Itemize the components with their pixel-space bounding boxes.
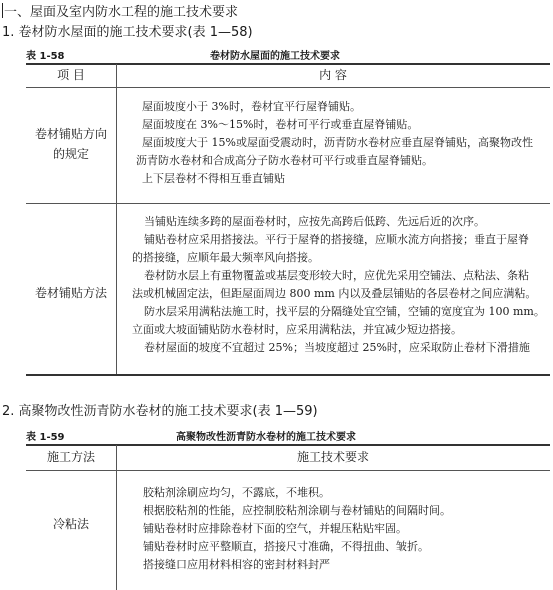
- table2-row1-item: 冷粘法: [52, 517, 89, 531]
- content-line: 立面或大坡面铺贴防水卷材时，应采用满粘法，并宜减少短边搭接。: [132, 323, 462, 336]
- content-line: 上下层卷材不得相互垂直铺贴: [142, 172, 285, 185]
- content-line: 卷材屋面的坡度不宜超过 25%；当坡度超过 25%时，应采取防止卷材下滑措施: [144, 341, 530, 354]
- content-line: 铺贴卷材时应平整顺直，搭接尺寸准确，不得扭曲、皱折。: [143, 540, 429, 553]
- table2-title: 高聚物改性沥青防水卷材的施工技术要求: [176, 432, 356, 443]
- table1-column-divider: [116, 64, 117, 374]
- table1-header-item: 项 目: [57, 68, 85, 82]
- content-line: 当铺贴连续多跨的屋面卷材时，应按先高跨后低跨、先远后近的次序。: [144, 215, 485, 228]
- main-heading: [2, 1, 238, 20]
- content-line: 卷材防水层上有重物覆盖或基层变形较大时，应优先采用空铺法、点粘法、条粘: [144, 269, 529, 282]
- table2-header-requirements: 施工技术要求: [296, 450, 369, 464]
- table1-header-rule: [26, 87, 550, 88]
- content-line: 法或机械固定法，但距屋面周边 800 mm 内以及叠层铺贴的各层卷材之间应满粘。: [132, 287, 537, 300]
- heading-marker: [2, 3, 3, 18]
- content-line: 根据胶粘剂的性能，应控制胶粘剂涂刷与卷材铺贴的间隔时间。: [143, 504, 451, 517]
- content-line: 的搭接缝，应顺年最大频率风向搭接。: [132, 251, 319, 264]
- table1-title: 卷材防水屋面的施工技术要求: [210, 51, 340, 62]
- table2-header-method: 施工方法: [46, 450, 95, 464]
- table1-bottom-rule: [26, 374, 550, 376]
- table1-row1-content: [136, 98, 533, 188]
- content-line: 搭接缝口应用材料相容的密封材料封严: [143, 558, 330, 571]
- section2-heading: 2. 高聚物改性沥青防水卷材的施工技术要求(表 1—59): [2, 404, 318, 419]
- table2-number: 表 1-59: [26, 432, 65, 443]
- content-line: 屋面坡度在 3%～15%时，卷材可平行或垂直屋脊铺贴。: [142, 118, 419, 131]
- content-line: 铺贴卷材时应排除卷材下面的空气，并辊压粘贴牢固。: [143, 522, 407, 535]
- content-line: 屋面坡度大于 15%或屋面受震动时，沥青防水卷材应垂直屋脊铺贴，高聚物改性: [142, 136, 533, 149]
- table1-header-content: 内 容: [319, 68, 347, 82]
- content-line: 防水层采用满粘法施工时，找平层的分隔缝处宜空铺，空铺的宽度宜为 100 mm。: [144, 305, 545, 318]
- content-line: 胶粘剂涂刷应均匀，不露底，不堆积。: [143, 486, 330, 499]
- table2-row1-content: [143, 484, 451, 574]
- table1-row-rule: [26, 203, 550, 204]
- main-heading-text: 一、屋面及室内防水工程的施工技术要求: [4, 5, 239, 20]
- table1-row1-item: 卷材铺贴方向 的规定: [34, 127, 107, 161]
- table1-number: 表 1-58: [26, 51, 65, 62]
- content-line: 沥青防水卷材和合成高分子防水卷材可平行或垂直屋脊铺贴。: [136, 154, 433, 167]
- content-line: 铺贴卷材应采用搭接法。平行于屋脊的搭接缝，应顺水流方向搭接；垂直于屋脊: [144, 233, 529, 246]
- table1-row2-content: [128, 213, 545, 357]
- table2-header-rule: [26, 470, 550, 471]
- table1-row2-item: 卷材铺贴方法: [34, 286, 107, 300]
- table2-top-rule: [26, 444, 550, 446]
- content-line: 屋面坡度小于 3%时，卷材宜平行屋脊铺贴。: [142, 100, 361, 113]
- section1-heading: 1. 卷材防水屋面的施工技术要求(表 1—58): [2, 25, 253, 40]
